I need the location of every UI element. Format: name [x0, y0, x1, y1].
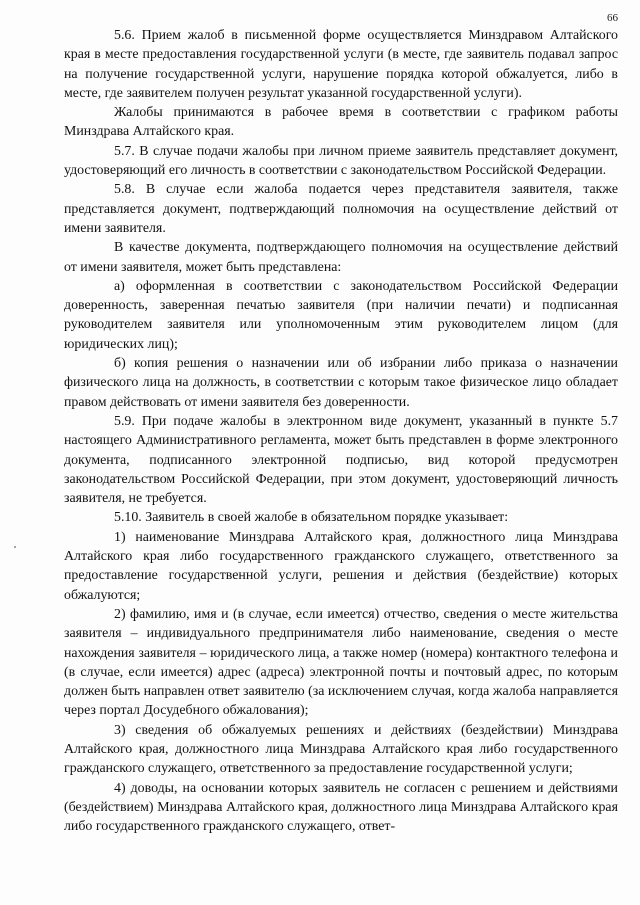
paragraph-5-8: 5.8. В случае если жалоба подается через представителя заявителя, также представляется документ, подтверждающий полномочия на осуществление действий от имени заявителя.	[64, 182, 618, 236]
scan-artifact	[14, 546, 16, 548]
paragraph-5-7: 5.7. В случае подачи жалобы при личном приеме заявитель представляет документ, удостоверяющий его личность в соответствии с законодательством Российской Федерации.	[64, 143, 618, 179]
paragraph-item-3: 3) сведения об обжалуемых решениях и действиях (бездействии) Минздрава Алтайского края, должностного лица Минздрава Алтайского края либо государственного гражданского служащего, ответственного за предоставление государственной услуги;	[64, 722, 618, 777]
document-body	[64, 26, 618, 836]
paragraph-item-2: 2) фамилию, имя и (в случае, если имеется) отчество, сведения о месте жительства заявителя – индивидуального предпринимателя либо наименование, сведения о месте нахождения заявителя – юридического лица, а также номер (номера) контактного телефона и (в случае, если имеется) адрес (адреса) электронной почты и почтовый адрес, по которым должен быть направлен ответ заявителю (за исключением случая, когда жалоба направляется через портал Досудебного обжалования);	[64, 606, 618, 719]
paragraph-item-a: а) оформленная в соответствии с законодательством Российской Федерации доверенность, заверенная печатью заявителя (при наличии печати) и подписанная руководителем заявителя или уполномоченным этим руководителем лицом (для юридических лиц);	[64, 278, 618, 352]
paragraph-authority-document: В качестве документа, подтверждающего полномочия на осуществление действий от имени заявителя, может быть представлена:	[64, 240, 618, 275]
paragraph-complaint-hours: Жалобы принимаются в рабочее время в соответствии с графиком работы Минздрава Алтайского края.	[64, 105, 618, 140]
page-number: 66	[607, 12, 618, 24]
paragraph-5-6: 5.6. Прием жалоб в письменной форме осуществляется Минздравом Алтайского края в месте предоставления государственной услуги (в месте, где заявитель подавал запрос на получение государственной услуги, нарушение порядка которой обжалуется, либо в месте, где заявителем получен результат указанной государственной услуги).	[64, 28, 618, 101]
paragraph-5-10: 5.10. Заявитель в своей жалобе в обязательном порядке указывает:	[114, 510, 509, 526]
paragraph-item-1: 1) наименование Минздрава Алтайского края, должностного лица Минздрава Алтайского края либо государственного гражданского служащего, ответственного за предоставление государственной услуги, решения и действия (бездействие) которых обжалуются;	[64, 529, 618, 603]
paragraph-5-9: 5.9. При подаче жалобы в электронном виде документ, указанный в пункте 5.7 настоящего Административного регламента, может быть представлен в форме электронного документа, подписанного электронной подписью, вид которой предусмотрен законодательством Российской Федерации, при этом документ, удостоверяющий личность заявителя, не требуется.	[64, 413, 618, 507]
paragraph-item-4: 4) доводы, на основании которых заявитель не согласен с решением и действиями (бездействием) Минздрава Алтайского края, должностного лица Минздрава Алтайского края либо государственного гражданского служащего, ответ-	[64, 780, 618, 835]
paragraph-item-b: б) копия решения о назначении или об избрании либо приказа о назначении физического лица на должность, в соответствии с которым такое физическое лицо обладает правом действовать от имени заявителя без доверенности.	[64, 356, 618, 410]
